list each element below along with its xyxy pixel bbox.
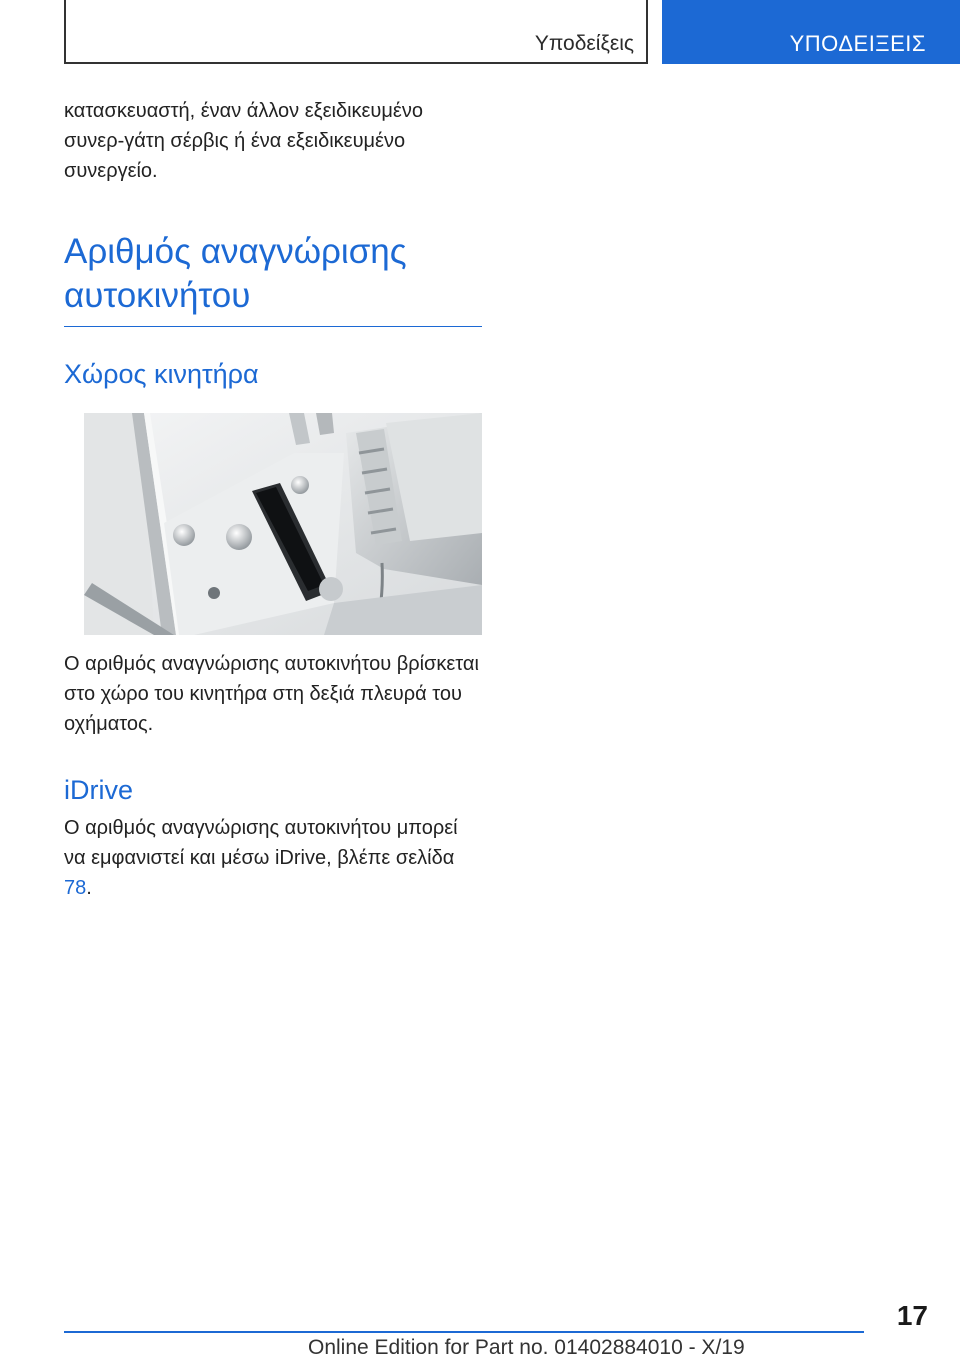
figure-caption: Ο αριθμός αναγνώρισης αυτοκινήτου βρίσκεται στο χώρο του κινητήρα στη δεξιά πλευρά του οχήματος. bbox=[64, 653, 479, 735]
content-column bbox=[64, 96, 482, 903]
header-chapter-label: ΥΠΟΔΕΙΞΕΙΣ bbox=[789, 31, 926, 56]
subheading-engine-compartment: Χώρος κινητήρα bbox=[64, 359, 259, 389]
engine-compartment-photo bbox=[84, 413, 482, 635]
intro-paragraph: κατασκευαστή, έναν άλλον εξειδικευμένο συνερ-γάτη σέρβις ή ένα εξειδικευμένο συνεργείο. bbox=[64, 100, 423, 182]
engine-compartment-illustration bbox=[84, 413, 482, 635]
section-heading-vin: Αριθμός αναγνώρισης αυτοκινήτου bbox=[64, 230, 482, 327]
idrive-text-end: . bbox=[86, 877, 92, 899]
footer-divider bbox=[64, 1331, 864, 1333]
header-chapter-tab[interactable] bbox=[662, 0, 960, 64]
footer-edition-text: Online Edition for Part no. 01402884010 - X/19 bbox=[308, 1336, 745, 1359]
header-section-label: Υποδείξεις bbox=[534, 32, 634, 55]
idrive-paragraph bbox=[64, 813, 482, 903]
header-section-box bbox=[64, 0, 648, 64]
idrive-text: Ο αριθμός αναγνώρισης αυτοκινήτου μπορεί να εμφανιστεί και μέσω iDrive, βλέπε σελίδα bbox=[64, 817, 458, 869]
page-number: 17 bbox=[896, 1300, 928, 1331]
page-reference-link[interactable]: 78 bbox=[64, 877, 87, 899]
subheading-idrive: iDrive bbox=[64, 775, 134, 805]
